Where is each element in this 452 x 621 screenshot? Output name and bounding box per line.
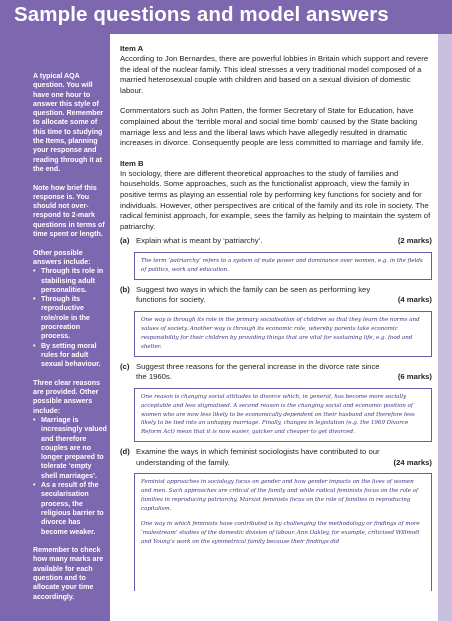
item-b-paragraph-1: In sociology, there are different theoretical approaches to the study of families and households. Some approaches, such as the functionalist approach, view the family in positive terms as playing an essential role by performing key functions for society and for individuals. However, other perspectives are critical of the family and its role in society. The radical feminist approach, for example, sees the family as helping to maintain the system of patriarchy. bbox=[120, 168, 431, 231]
answer-paragraph: One reason is changing social attitudes to divorce which, in general, has become more socially acceptable and less stigmatised. A second reason is the changing social and economic position of women who are now less likely to be economically dependent on their husband and therefore less likely to be tied into an unhappy marriage. Finally, changes in legislation (e.g. the 1969 Divorce Reform Act) mean that it is now easier, quicker and cheaper to get divorced. bbox=[141, 393, 415, 436]
answer-paragraph: One way in which feminists have contributed is by challenging the methodology or findings of more ‘malestream’ studies of the domestic division of labour. Ann Oakley, for example, criticised Willmott and Young’s work on the symmetrical family because their findings did bbox=[141, 521, 420, 545]
model-answer-c bbox=[134, 388, 432, 443]
answer-paragraph: Feminist approaches in sociology focus on gender and how gender impacts on the lives of women and men. Such approaches are critical of the family and while radical feminists focus on the role of families in reproducing patriarchy, Marxist feminists focus on the role of families in reproducing capitalism. bbox=[141, 479, 418, 513]
model-answer-d bbox=[134, 473, 432, 591]
question-text: Explain what is meant by ‘patriarchy’. bbox=[136, 236, 263, 246]
sidebar-reasons-list bbox=[33, 416, 109, 537]
answer-paragraph: One way is through its role in the primary socialisation of children so that they learn the norms and values of society. Another way is through its economic role, whereby parents take economic responsibility for their children by providing things that are vital for sustaining life, e.g. food and shelter. bbox=[141, 316, 420, 350]
sidebar-list-item: • By setting moral rules for adult sexual behaviour. bbox=[33, 342, 109, 370]
question-d bbox=[120, 447, 432, 468]
sidebar-other-answers-intro: Other possible answers include: bbox=[33, 248, 91, 266]
question-label: (c) bbox=[120, 361, 130, 371]
question-a bbox=[120, 236, 432, 247]
sidebar-intro: A typical AQA question. You will have one hour to answer this style of question. Remember to allocate some of this time to studying the Items, planning your response and reading through it at the end. bbox=[33, 72, 104, 173]
item-a-paragraph-1: According to Jon Bernardes, there are powerful lobbies in Britain which support and revere the ideal of the nuclear family. This ideal stresses a very traditional model composed of a married heterosexual couple with children and based on a sexual division of domestic labour. bbox=[120, 54, 429, 95]
sidebar-list-item: • Through its reproductive role/role in the procreation process. bbox=[33, 295, 109, 341]
model-answer-b bbox=[134, 311, 432, 357]
item-a-paragraph-2: Commentators such as John Patten, the former Secretary of State for Education, have complained about the ‘terrible moral and social time bomb’ caused by the State backing marriage less and less and the liberal laws which have allegedly resulted in dramatic increases in divorce. Consequently people are less committed to marriage and family life. bbox=[120, 106, 424, 148]
sidebar-note: Note how brief this response is. You should not over-respond to 2-mark questions in terms of time spent or length. bbox=[33, 183, 105, 239]
question-label: (a) bbox=[120, 236, 130, 246]
sidebar-reminder: Remember to check how many marks are available for each question and to allocate your time accordingly. bbox=[33, 546, 104, 601]
answer-paragraph: The term ‘patriarchy’ refers to a system of male power and dominance over women, e.g. in the fields of politics, work and education. bbox=[141, 257, 423, 273]
title-banner bbox=[0, 0, 452, 34]
question-label: (b) bbox=[120, 284, 130, 294]
question-marks: (2 marks) bbox=[397, 236, 432, 246]
sidebar-other-answers-list bbox=[33, 267, 109, 369]
right-margin-strip bbox=[438, 34, 452, 621]
question-b bbox=[120, 285, 432, 306]
question-marks: (24 marks) bbox=[393, 457, 432, 467]
question-text: Suggest two ways in which the family can be seen as performing key functions for society. bbox=[136, 284, 371, 305]
question-label: (d) bbox=[120, 447, 130, 457]
page-title: Sample questions and model answers bbox=[14, 3, 389, 26]
sidebar-reasons-intro: Three clear reasons are provided. Other possible answers include: bbox=[33, 378, 101, 415]
sidebar-list-item: • Marriage is increasingly valued and therefore couples are no longer prepared to tolerate ‘empty shell marriages’. bbox=[33, 416, 109, 481]
question-marks: (4 marks) bbox=[397, 295, 432, 305]
question-marks: (6 marks) bbox=[397, 372, 432, 382]
item-b-heading: Item B bbox=[120, 158, 144, 168]
item-a-heading: Item A bbox=[120, 44, 144, 53]
sidebar-list-item: • Through its role in stabilising adult personalities. bbox=[33, 267, 109, 295]
question-c bbox=[120, 362, 432, 383]
main-content bbox=[120, 44, 432, 596]
model-answer-a bbox=[134, 252, 432, 280]
sidebar-notes bbox=[33, 72, 109, 611]
sidebar-list-item: • As a result of the secularisation process, the religious barrier to divorce has become weaker. bbox=[33, 481, 109, 537]
question-text: Examine the ways in which feminist sociologists have contributed to our understanding of the family. bbox=[136, 447, 380, 467]
question-text: Suggest three reasons for the general increase in the divorce rate since the 1960s. bbox=[136, 361, 380, 382]
